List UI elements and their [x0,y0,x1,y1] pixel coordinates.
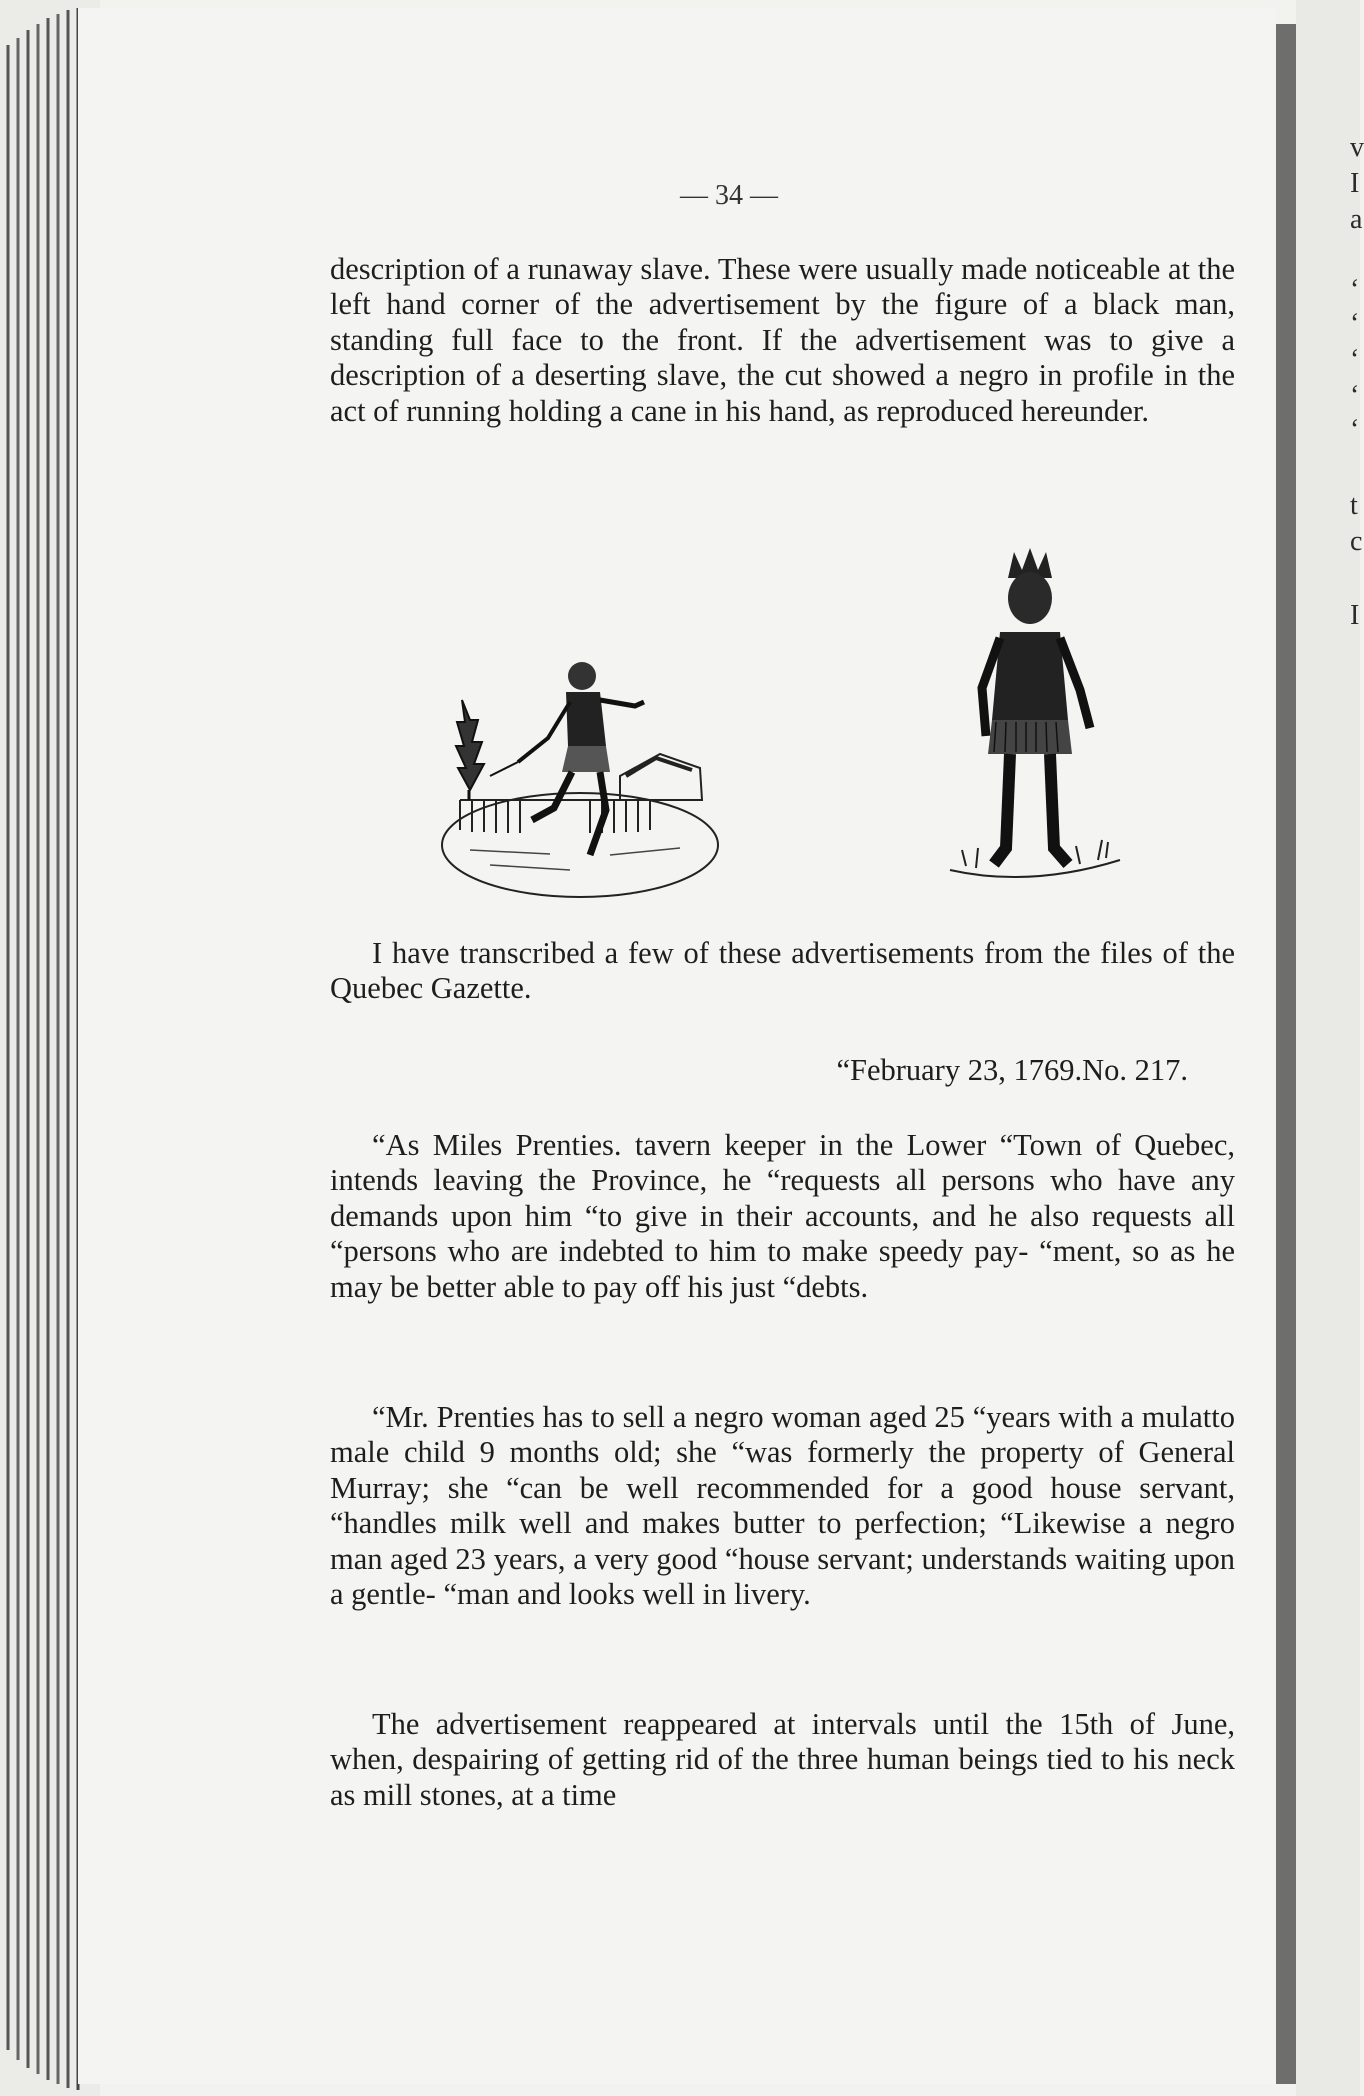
paragraph-text: “As Miles Prenties. tavern keeper in the Lower “Town of Quebec, intends leaving the Province, he “requests all persons who have any demands upon him “to give in their accounts, and he also requests all “persons who are indebted to him to make speedy pay- “ment, so as he may be better able to pay off his just “debts. [330,1128,1235,1304]
standing-slave-woodcut-illustration [930,548,1130,898]
facing-page-fragment: I [1350,600,1360,631]
facing-page-fragment: t [1350,490,1358,521]
paragraph-conclusion [330,1707,1235,1813]
facing-page-fragment: ‘ [1350,308,1360,339]
paragraph-intro [330,252,1235,429]
advertisement-quote-part-1 [330,1128,1235,1305]
page-gutter-shadow [1276,24,1296,2084]
page-number: — 34 — [680,180,778,211]
facing-page-fragment: c [1350,526,1363,557]
facing-page-fragment: ‘ [1350,414,1360,445]
paragraph-text: “Mr. Prenties has to sell a negro woman aged 25 “years with a mulatto male child 9 months old; she “was formerly the property of General Murray; she “can be well recommended for a good house servant, “handles milk well and makes butter to perfection; “Likewise a negro man aged 23 years, a very good “house servant; understands waiting upon a gentle- “man and looks well in livery. [330,1400,1235,1612]
paragraph-transcription-note [330,936,1235,1007]
advertisement-quote-part-2 [330,1400,1235,1612]
paragraph-text: description of a runaway slave. These were usually made noticeable at the left hand corner of the advertisement by the figure of a black man, standing full face to the front. If the advertisement was to give a description of a deserting slave, the cut showed a negro in profile in the act of running holding a cane in his hand, as reproduced hereunder. [330,252,1235,428]
paragraph-text: The advertisement reappeared at intervals until the 15th of June, when, despairing of getting rid of the three human beings tied to his neck as mill stones, at a time [330,1707,1235,1812]
running-slave-woodcut-illustration [430,650,720,900]
paragraph-text: I have transcribed a few of these advertisements from the files of the Quebec Gazette. [330,936,1235,1006]
facing-page-fragment: ‘ [1350,380,1360,411]
facing-page-edge [1296,0,1364,2096]
facing-page-fragment: ‘ [1350,344,1360,375]
facing-page-fragment: v [1350,132,1364,163]
facing-page-fragment: a [1350,204,1363,235]
facing-page-fragment: ‘ [1350,274,1360,305]
facing-page-fragment: I [1350,168,1360,199]
advertisement-dateline: “February 23, 1769.No. 217. [836,1053,1188,1087]
